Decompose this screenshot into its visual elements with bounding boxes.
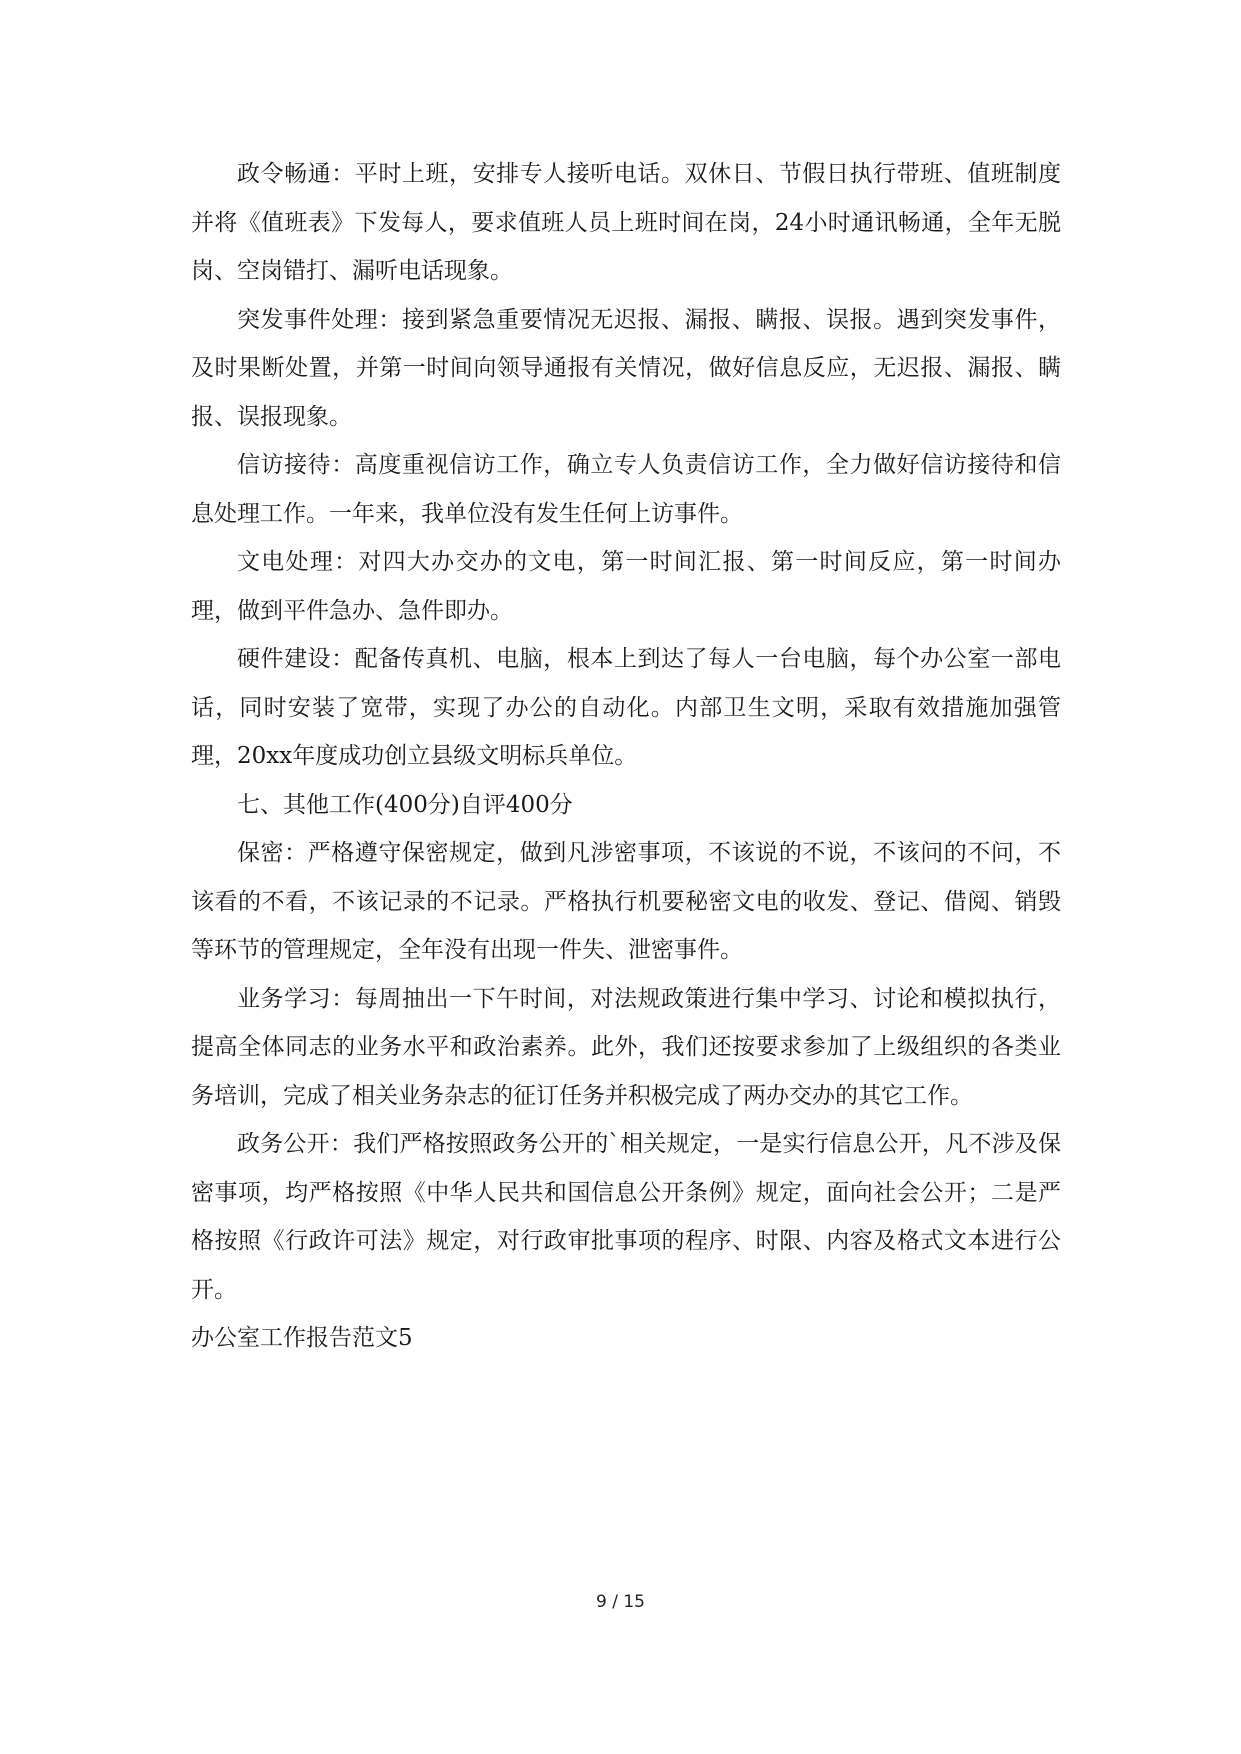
section-heading-other-work: 七、其他工作(400分)自评400分 <box>237 791 573 818</box>
paragraph-zhengling: 政令畅通：平时上班，安排专人接听电话。双休日、节假日执行带班、值班制度并将《值班表》下发每人，要求值班人员上班时间在岗，24小时通讯畅通，全年无脱岗、空岗错打、漏听电话现象。 <box>191 161 1061 284</box>
paragraph-xinfang: 信访接待：高度重视信访工作，确立专人负责信访工作，全力做好信访接待和信息处理工作。一年来，我单位没有发生任何上访事件。 <box>191 452 1061 527</box>
paragraph-yingjian: 硬件建设：配备传真机、电脑，根本上到达了每人一台电脑，每个办公室一部电话，同时安装了宽带，实现了办公的自动化。内部卫生文明，采取有效措施加强管理，20xx年度成功创立县级文明标兵单位。 <box>191 646 1061 769</box>
section-title-report-5: 办公室工作报告范文5 <box>191 1325 413 1351</box>
document-body <box>191 150 1061 1363</box>
page-number: 9 / 15 <box>596 1592 645 1612</box>
paragraph-yewu-xuexi: 业务学习：每周抽出一下午时间，对法规政策进行集中学习、讨论和模拟执行，提高全体同志的业务水平和政治素养。此外，我们还按要求参加了上级组织的各类业务培训，完成了相关业务杂志的征订任务并积极完成了两办交办的其它工作。 <box>191 985 1061 1109</box>
paragraph-tufa-shijian: 突发事件处理：接到紧急重要情况无迟报、漏报、瞒报、误报。遇到突发事件，及时果断处置，并第一时间向领导通报有关情况，做好信息反应，无迟报、漏报、瞒报、误报现象。 <box>191 306 1061 430</box>
paragraph-baomi: 保密：严格遵守保密规定，做到凡涉密事项，不该说的不说，不该问的不问，不该看的不看，不该记录的不记录。严格执行机要秘密文电的收发、登记、借阅、销毁等环节的管理规定，全年没有出现一件失、泄密事件。 <box>191 840 1061 963</box>
paragraph-wendian: 文电处理：对四大办交办的文电，第一时间汇报、第一时间反应，第一时间办理，做到平件急办、急件即办。 <box>191 549 1061 624</box>
paragraph-zhengwu-gongkai: 政务公开：我们严格按照政务公开的`相关规定，一是实行信息公开，凡不涉及保密事项，均严格按照《中华人民共和国信息公开条例》规定，面向社会公开；二是严格按照《行政许可法》规定，对行政审批事项的程序、时限、内容及格式文本进行公开。 <box>191 1131 1061 1303</box>
